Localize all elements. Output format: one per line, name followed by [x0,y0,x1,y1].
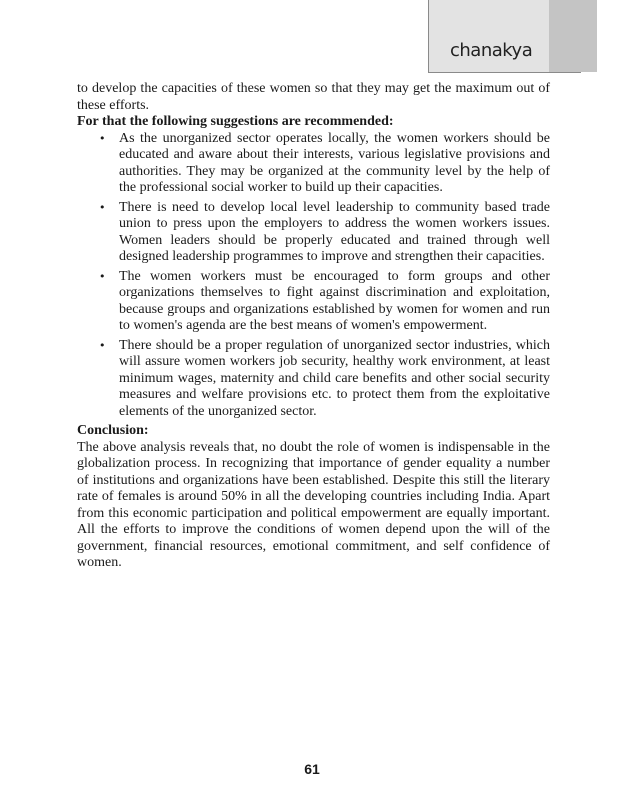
header-tab-accent [549,0,597,72]
suggestion-text: There should be a proper regulation of unorganized sector industries, which will assure women workers job security, healthy work environment, at least minimum wages, maternity and child care benefits and other social security measures and welfare provisions etc. to protect them from the exploitative elements of the unorganized sector. [119,337,550,419]
suggestion-text: As the unorganized sector operates locally, the women workers should be educated and aware about their interests, various legislative provisions and authorities. They may be organized at the community level by the help of the professional social worker to build up their capacities. [119,130,550,195]
list-item [77,269,550,335]
bullet-icon: • [99,269,106,283]
list-item [77,200,550,266]
brand-logo: chanakya [450,40,533,61]
bullet-icon: • [99,200,106,214]
suggestion-text: There is need to develop local level leadership to community based trade union to press upon the employers to address the women workers issues. Women leaders should be properly educated and trained through well designed leadership programmes to improve and strengthen their capacities. [119,199,550,264]
conclusion-paragraph: The above analysis reveals that, no doubt the role of women is indispensable in the globalization process. In recognizing that importance of gender equality a number of institutions and organizations have been established. Despite this still the literary rate of females is around 50% in all the developing countries including India. Apart from this economic participation and political empowerment are equally important. All the efforts to improve the conditions of women depend upon the will of the government, financial resources, emotional commitment, and self confidence of women. [77,439,550,570]
list-item [77,338,550,421]
suggestions-list [77,131,550,421]
page-number: 61 [304,761,320,777]
page-content [77,81,550,572]
bullet-icon: • [99,131,106,145]
bullet-icon: • [99,338,106,352]
conclusion-heading: Conclusion: [77,423,149,438]
list-item [77,131,550,197]
intro-paragraph: to develop the capacities of these women so that they may get the maximum out of these efforts. [77,81,550,113]
suggestion-text: The women workers must be encouraged to form groups and other organizations themselves to fight against discrimination and exploitation, because groups and organizations established by women for women and run to women's agenda are the best means of women's empowerment. [119,268,550,333]
suggestions-heading: For that the following suggestions are recommended: [77,114,394,129]
